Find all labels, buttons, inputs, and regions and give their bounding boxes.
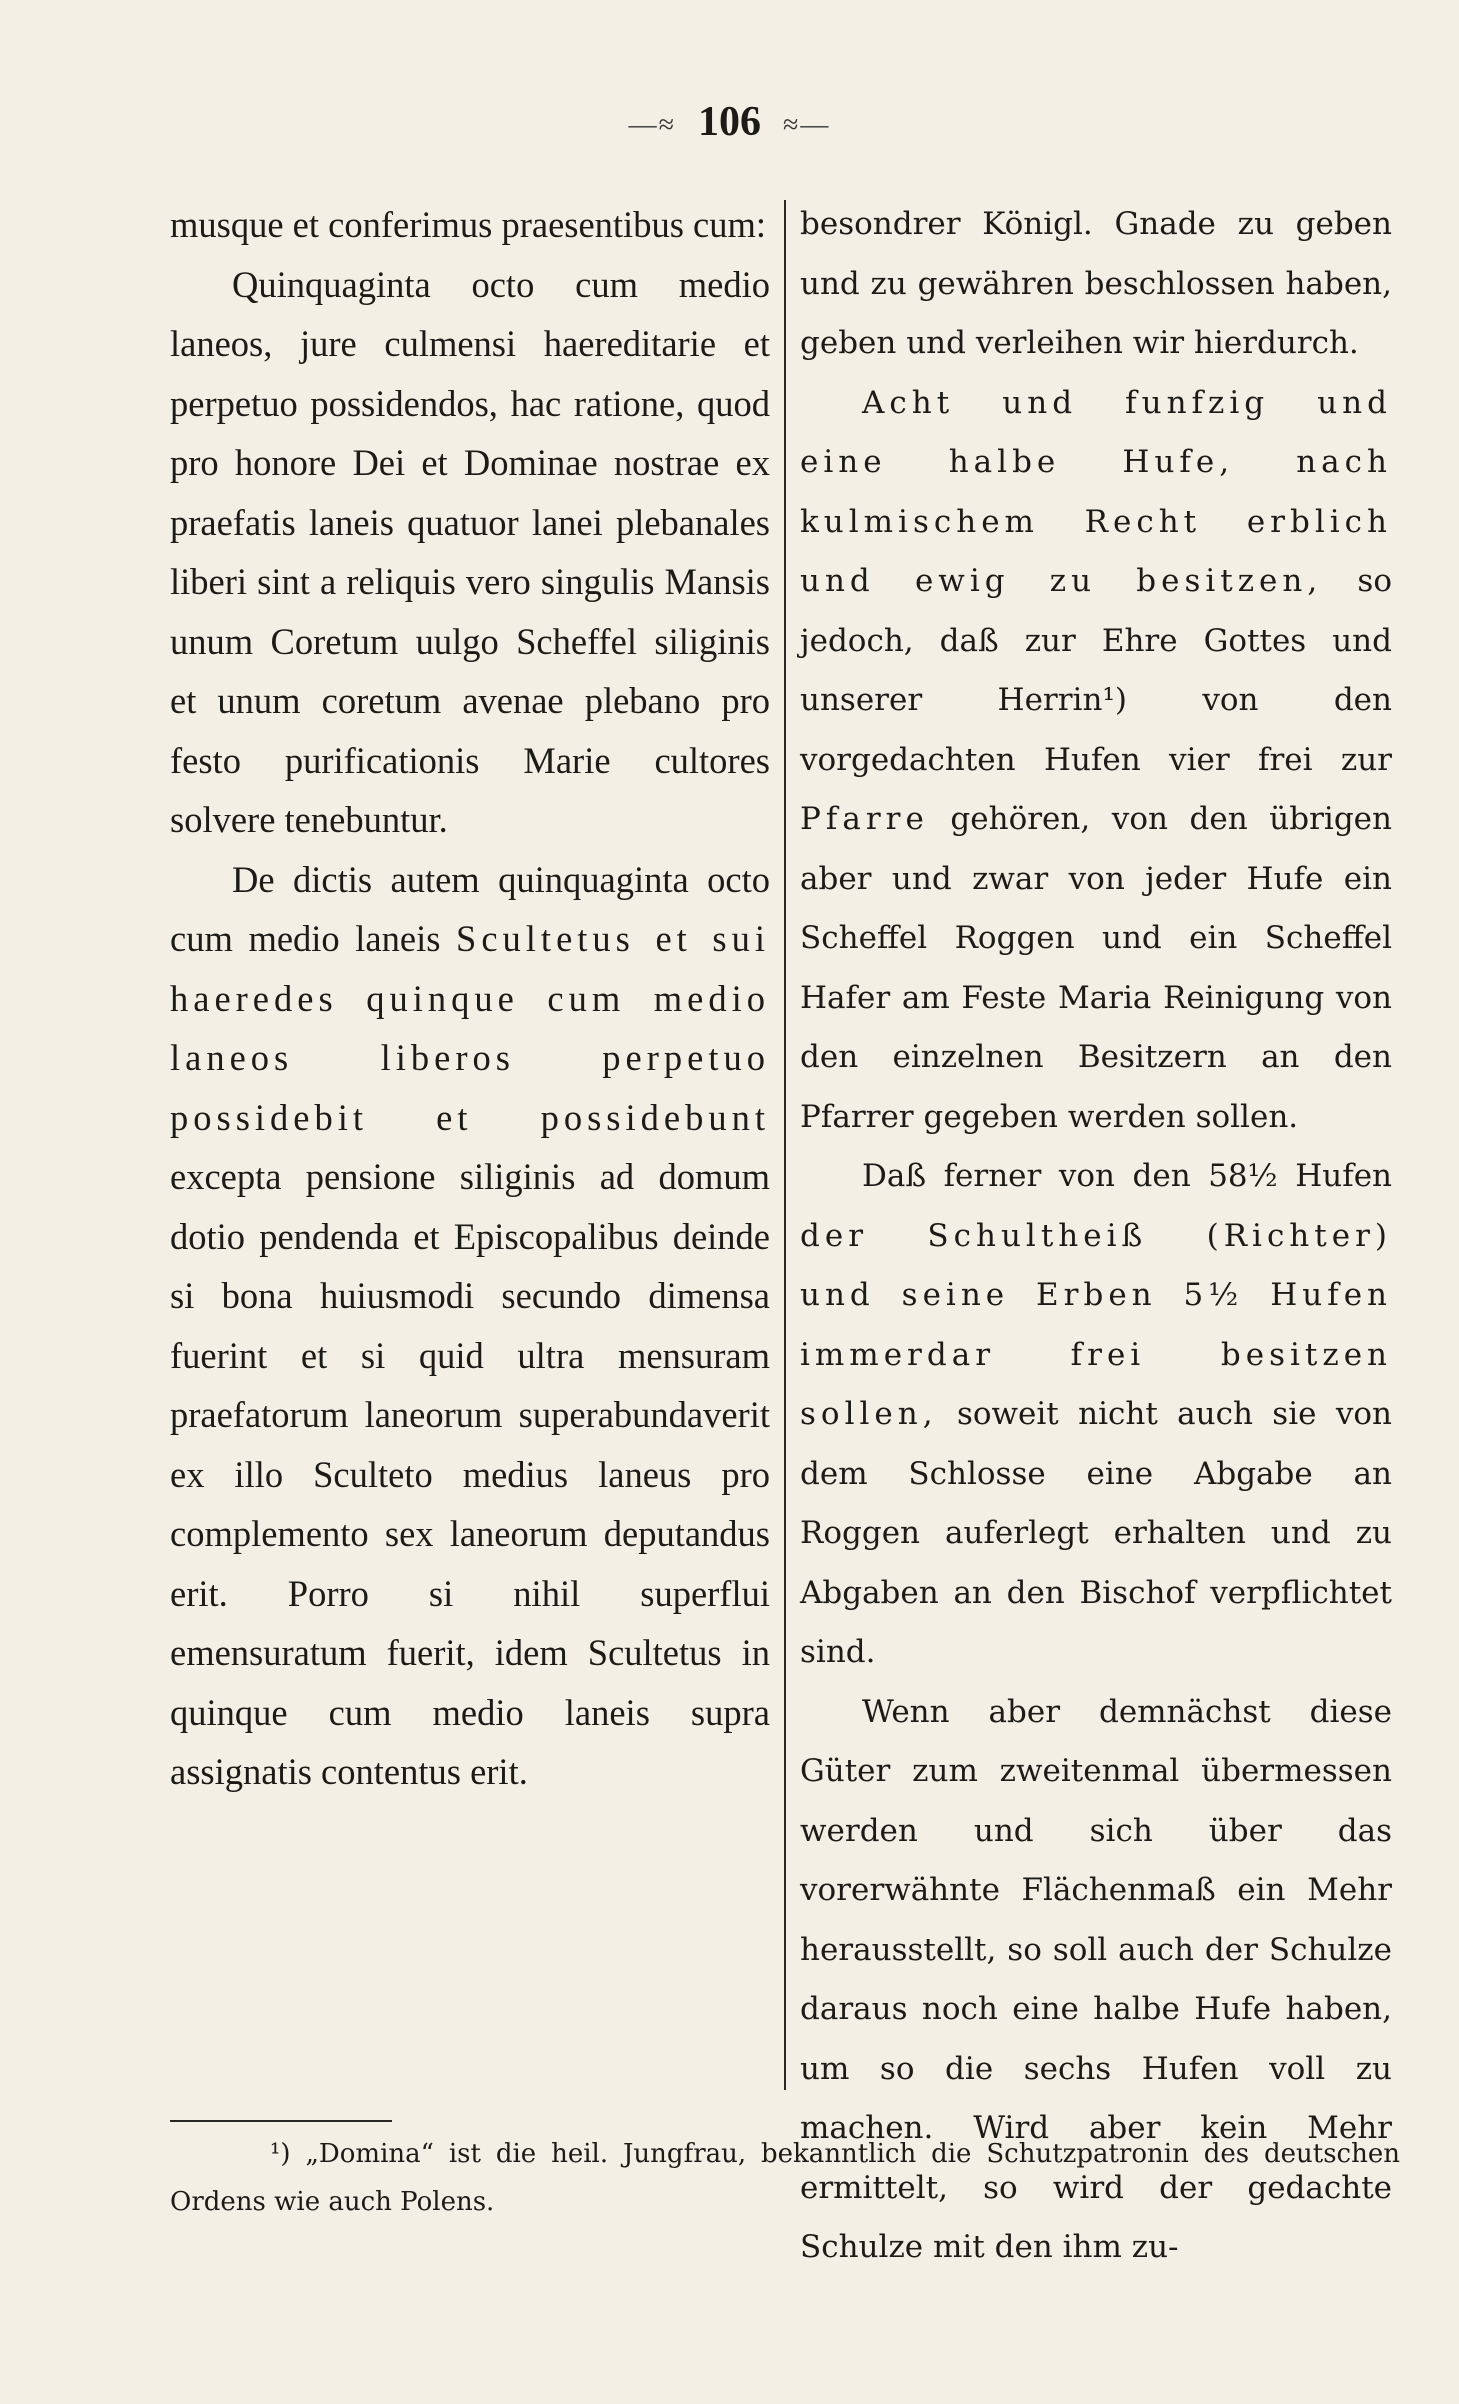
german-paragraph-2 (800, 374, 1392, 1148)
german-p3-spaced: der Schultheiß (Richter) und seine Erben 5½ Hufen immerdar frei besitzen sollen, (800, 1217, 1392, 1432)
german-paragraph-1: besondrer Königl. Gnade zu geben und zu gewähren beschlossen haben, geben und verleihen wir hierdurch. (800, 206, 1392, 361)
footnote: ¹) „Domina“ ist die heil. Jungfrau, bekanntlich die Schutzpatronin des deutschen Ordens wie auch Polens. (170, 2139, 1400, 2217)
german-p2-part-c: gehören, von den übrigen aber und zwar von jeder Hufe ein Scheffel Roggen und ein Scheffel Hafer am Feste Maria Reinigung von den einzelnen Besitzern an den Pfarrer gegeben werden sollen. (800, 801, 1392, 1135)
ornament-left-icon: —≈ (628, 109, 676, 141)
german-p2-part-a: so jedoch, daß zur Ehre Gottes und unserer Herrin (800, 563, 1392, 718)
footnote-reference: ¹) (1102, 682, 1127, 718)
latin-column (170, 195, 770, 1802)
latin-paragraph-3 (170, 850, 770, 1802)
german-paragraph-4: Wenn aber demnächst diese Güter zum zweitenmal übermessen werden und sich über das vorerwähnte Flächenmaß ein Mehr herausstellt, so soll auch der Schulze daraus noch eine halbe Hufe haben, um so die sechs Hufen voll zu machen. Wird aber kein Mehr ermittelt, so wird der gedachte Schulze mit den ihm zu- (800, 1693, 1392, 2265)
german-p3-start: Daß ferner von den 58½ Hufen (862, 1158, 1392, 1194)
german-p3-end: soweit nicht auch sie von dem Schlosse eine Abgabe an Roggen auferlegt erhalten und zu Abgaben an den Bischof verpflichtet sind. (800, 1396, 1392, 1670)
latin-paragraph-2: Quinquaginta octo cum medio laneos, jure culmensi haereditarie et perpetuo possidendos, hac ratione, quod pro honore Dei et Dominae nostrae ex praefatis laneis quatuor lanei plebanales liberi sint a reliquis vero singulis Mansis unum Coretum uulgo Scheffel siliginis et unum coretum avenae plebano pro festo purificationis Marie cultores solvere tenebuntur. (170, 263, 770, 840)
german-p2-pfarre: Pfarre (800, 801, 929, 837)
latin-p3-spaced: Scultetus et sui haeredes quinque cum medio laneos liberos perpetuo possidebit et possidebunt (170, 918, 771, 1138)
ornament-right-icon: ≈— (783, 109, 831, 141)
footnote-rule (170, 2120, 392, 2122)
german-p2-part-b: von den vorgedachten Hufen vier frei zur (800, 682, 1392, 778)
latin-paragraph-1: musque et conferimus praesentibus cum: (170, 204, 767, 245)
column-divider (784, 200, 786, 2090)
latin-p3-end: excepta pensione siliginis ad domum dotio pendenda et Episcopalibus deinde si bona huiusmodi secundo dimensa fuerint et si quid ultra mensuram praefatorum laneorum superabundaverit ex illo Sculteto medius laneus pro complemento sex laneorum deputandus erit. Porro si nihil superflui emensuratum fuerit, idem Scultetus in quinque cum medio laneis supra assignatis contentus erit. (170, 1156, 770, 1792)
german-p2-spaced: Acht und funfzig und eine halbe Hufe, nach kulmischem Recht erblich und ewig zu besitzen, (800, 384, 1392, 599)
page-header (0, 98, 1459, 146)
german-paragraph-3 (800, 1147, 1392, 1683)
page-number: 106 (698, 99, 761, 145)
latin-p3-start: De dictis autem quinquaginta octo cum medio laneis (170, 858, 770, 959)
german-column (800, 195, 1392, 2278)
